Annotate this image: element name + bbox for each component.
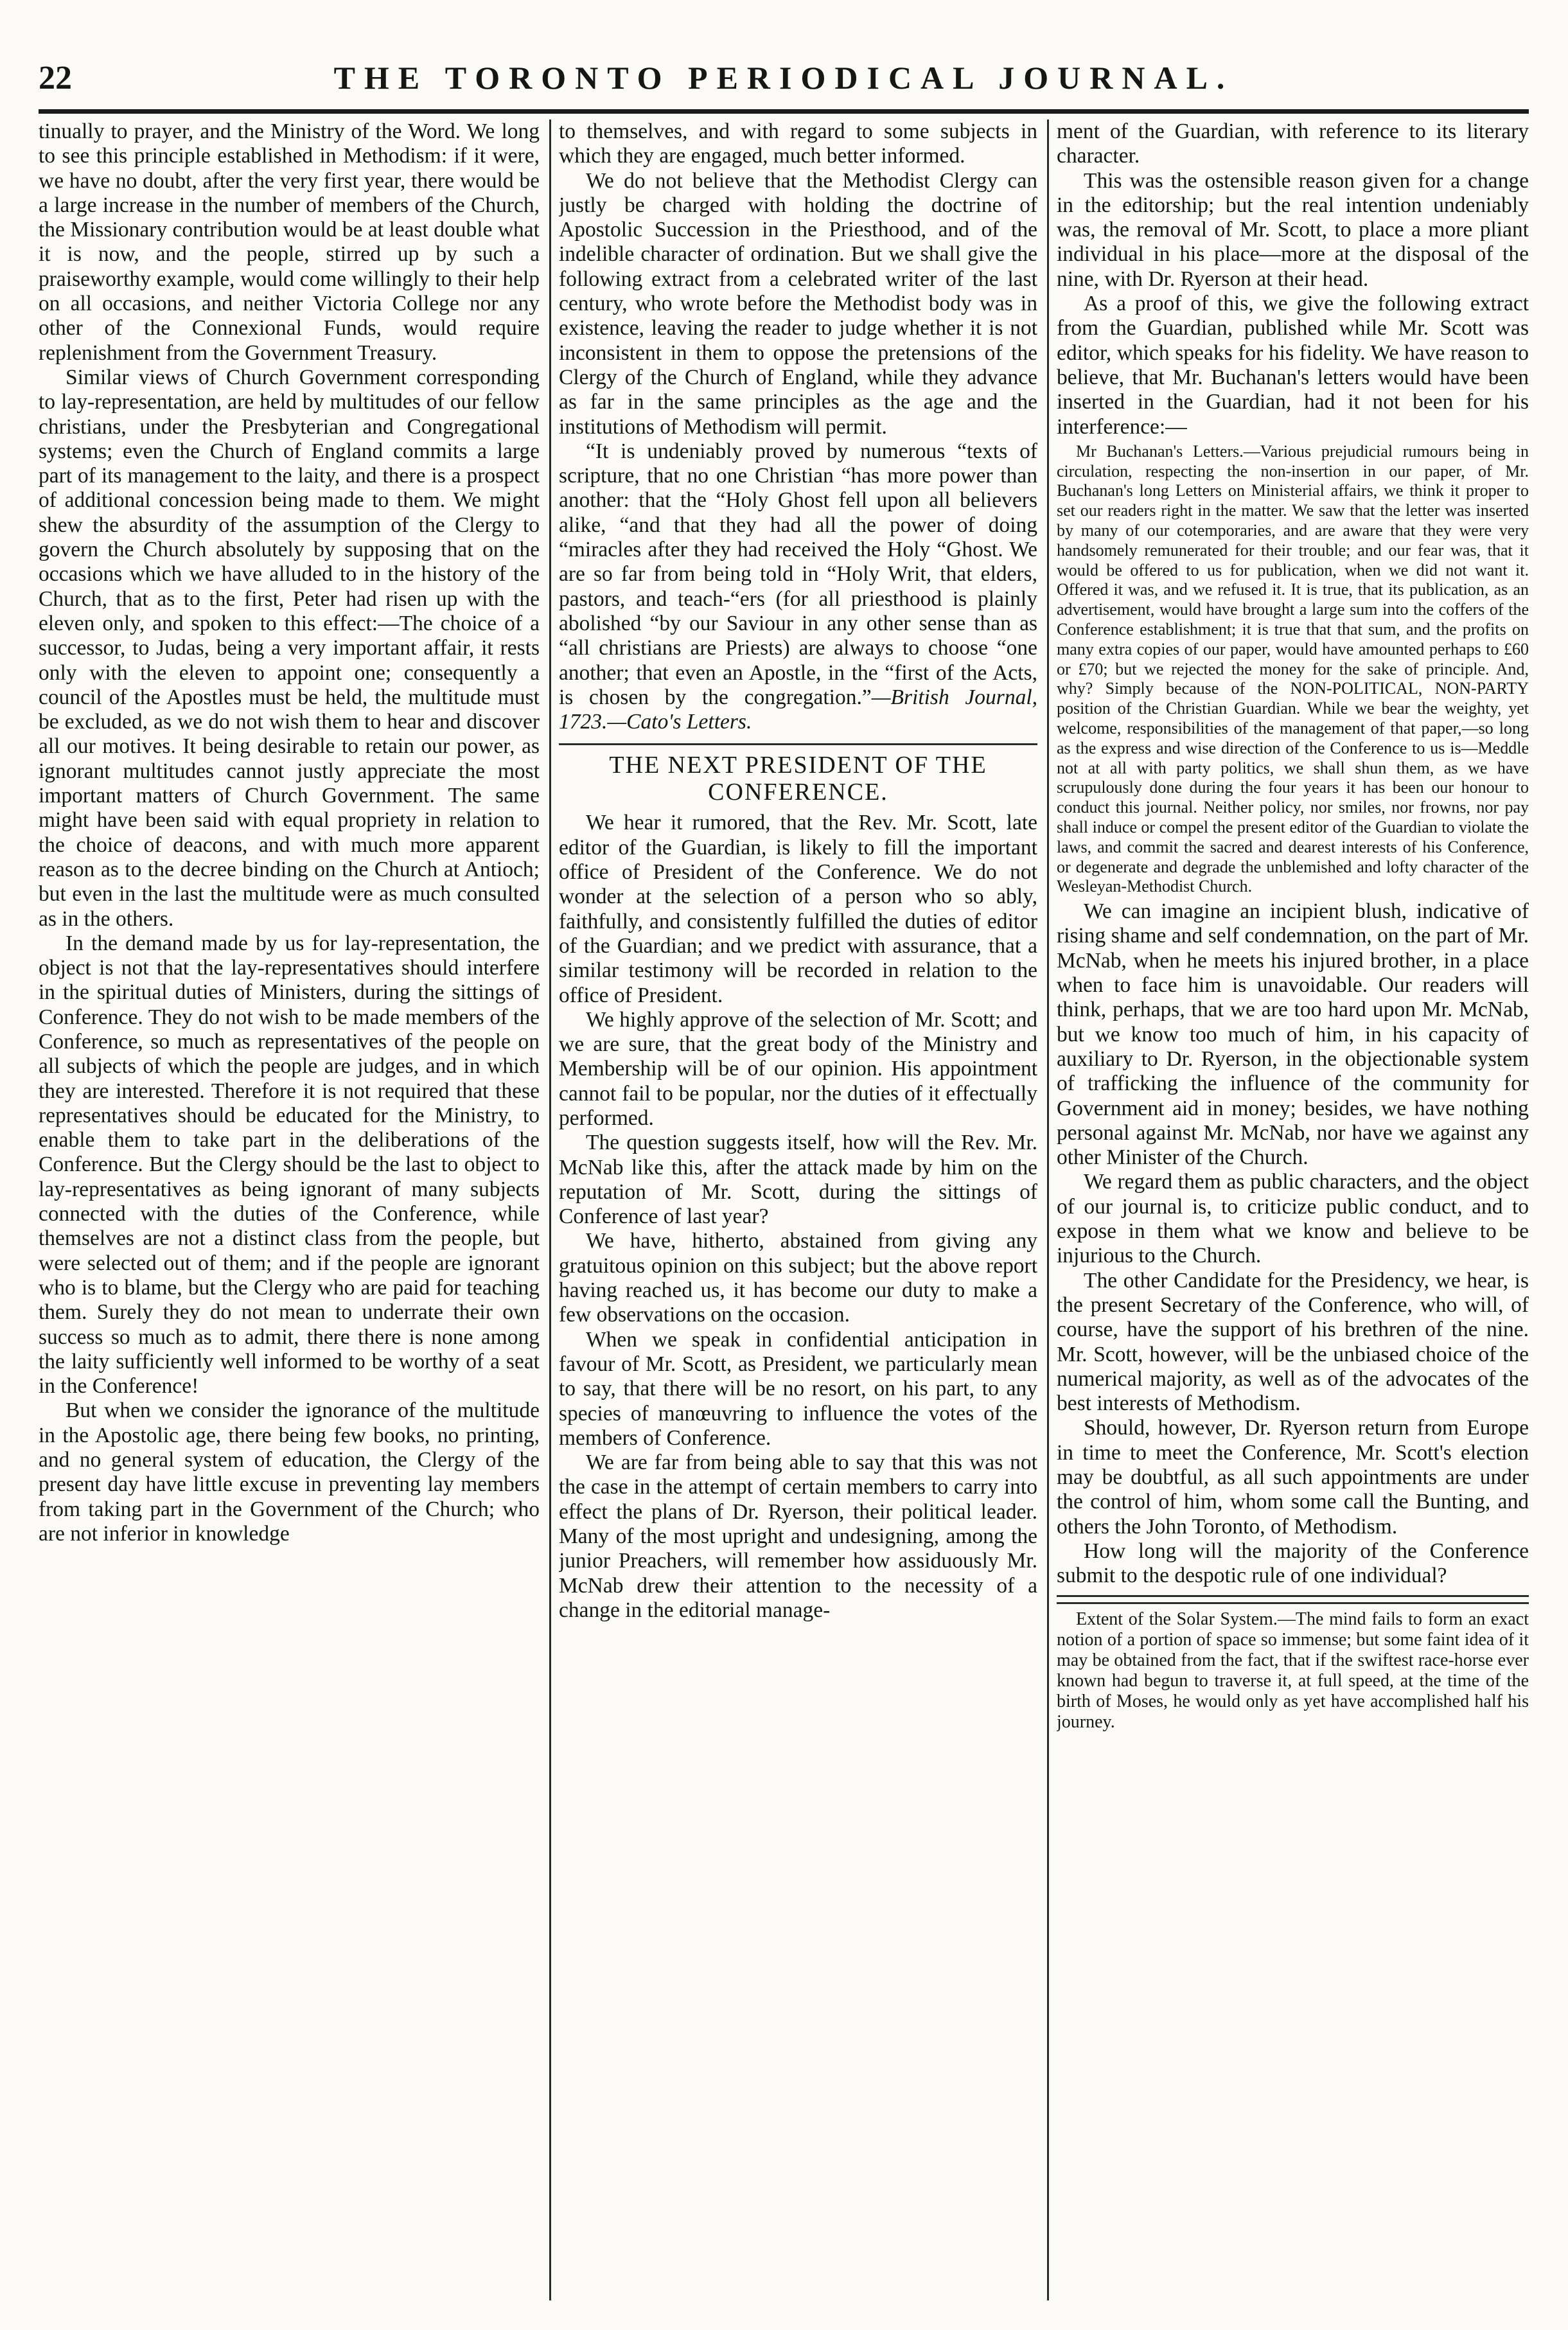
- paragraph: We hear it rumored, that the Rev. Mr. Scott, late editor of the Guardian, is likely to fill the important office of President of the Conference. We do not wonder at the selection of a person who so ably, faithfully, and consistently fulfilled the duties of editor of the Guardian; and we predict with assurance, that a similar testimony will be recorded in relation to the office of President.: [559, 811, 1037, 1007]
- paragraph: In the demand made by us for lay-representation, the object is not that the lay-representatives should interfere in the spiritual duties of Ministers, during the sittings of Conference. They do not wish to be made members of the Conference, so much as representatives of the people on all subjects of which the people are judges, and in which they are interested. Therefore it is not required that these representatives should be educated for the Ministry, to enable them to take part in the deliberations of the Conference. But the Clergy should be the last to object to lay-representatives as being ignorant of many subjects connected with the duties of the Conference, while themselves are not a distinct class from the people, but were selected out of them; and if the people are ignorant who is to blame, but the Clergy who are paid for teaching them. Surely they do not mean to underrate their own success so much as to admit, there there is none among the laity sufficiently well informed to be worthy of a seat in the Conference!: [39, 931, 540, 1399]
- paragraph: tinually to prayer, and the Ministry of the Word. We long to see this principle established in Methodism: if it were, we have no doubt, after the very first year, there would be a large increase in the number of members of the Church, the Missionary contribution would be at least double what it is now, and the people, stirred up by such a praiseworthy example, would come willingly to their help on all occasions, and neither Victoria College nor any other of the Connexional Funds, would require replenishment from the Government Treasury.: [39, 119, 540, 365]
- section-divider: [559, 743, 1037, 745]
- guardian-extract: Mr Buchanan's Letters.—Various prejudicial rumours being in circulation, respecting the non-insertion in our paper, of Mr. Buchanan's long Letters on Ministerial affairs, we think it proper to set our readers right in the matter. We saw that the letter was inserted by many of our cotemporaries, and are aware that they were very handsomely remunerated for their trouble; and our fear was, that it would be offered to us for publication, when we did not want it. Offered it was, and we refused it. It is true, that its publication, as an advertisement, would have brought a large sum into the coffers of the Conference establishment; it is true that that sum, and the profits on many extra copies of our paper, would have amounted perhaps to £60 or £70; but we rejected the money for the sake of principle. And, why? Simply because of the NON-POLITICAL, NON-PARTY position of the Christian Guardian. While we bear the weighty, yet welcome, responsibilities of the management of that paper,—so long as the express and wise direction of the Conference to us is—Meddle not at all with party politics, we shall shun them, as we have scrupulously done during the four years it has been our honour to conduct this journal. Neither policy, nor smiles, nor frowns, nor pay shall induce or compel the present editor of the Guardian to violate the laws, and commit the sacred and dearest interests of his Conference, or degenerate and degrade the unblemished and lofty character of the Wesleyan-Methodist Church.: [1057, 441, 1529, 896]
- quotation: [559, 439, 1037, 735]
- paragraph: Similar views of Church Government corresponding to lay-representation, are held by multitudes of our fellow christians, under the Presbyterian and Congregational systems; even the Church of England commits a large part of its management to the laity, and there is a prospect of additional concession being made to them. We might shew the absurdity of the assumption of the Clergy to govern the Church absolutely by supposing that on the occasions which we have alluded to in the history of the Church, that as to the first, Peter had risen up with the eleven only, and spoken to this effect:—The choice of a successor, to Judas, being a very important affair, it rests only with the eleven to appoint one; consequently a council of the Apostles must be held, the multitude must be excluded, as we do not wish them to hear and discover all our motives. It being desirable to retain our power, as ignorant multitudes cannot justly appreciate the most important matters of Church Government. The same might have been said with equal propriety in relation to the choice of deacons, and with much more apparent reason as to the decree binding on the Church at Antioch; but even in the last the multitude were as much consulted as in the others.: [39, 365, 540, 931]
- paragraph: We regard them as public characters, and the object of our journal is, to criticize public conduct, and to expose in them what we know and believe to be injurious to the Church.: [1057, 1170, 1529, 1268]
- paragraph: We are far from being able to say that this was not the case in the attempt of certain members to carry into effect the plans of Dr. Ryerson, their political leader. Many of the most upright and undesigning, among the junior Preachers, will remember how assiduously Mr. McNab drew their attention to the necessity of a change in the editorial manage-: [559, 1451, 1037, 1622]
- paragraph: When we speak in confidential anticipation in favour of Mr. Scott, as President, we particularly mean to say, that there will be no resort, on his part, to any species of manœuvring to influence the votes of the members of Conference.: [559, 1327, 1037, 1450]
- paragraph: As a proof of this, we give the following extract from the Guardian, published while Mr. Scott was editor, which speaks for his fidelity. We have reason to believe, that Mr. Buchanan's letters would have been inserted in the Guardian, had it not been for his interference:—: [1057, 292, 1529, 439]
- header-rule: [39, 109, 1529, 114]
- quotation-source: —British Journal, 1723.—Cato's Letters.: [559, 685, 1037, 734]
- paragraph: The other Candidate for the Presidency, we hear, is the present Secretary of the Conference, who will, of course, have the support of his brethren of the nine. Mr. Scott, however, will be the unbiased choice of the numerical majority, as well as of the advocates of the best interests of Methodism.: [1057, 1268, 1529, 1416]
- paragraph: How long will the majority of the Conference submit to the despotic rule of one individual?: [1057, 1539, 1529, 1588]
- column-divider: [549, 119, 551, 2300]
- column-2: [559, 119, 1037, 2300]
- paragraph: ment of the Guardian, with reference to its literary character.: [1057, 119, 1529, 168]
- running-title: THE TORONTO PERIODICAL JOURNAL.: [333, 60, 1234, 96]
- paragraph: Should, however, Dr. Ryerson return from Europe in time to meet the Conference, Mr. Scott's election may be doubtful, as all such appointments are under the control of him, whom some call the Bunting, and others the John Toronto, of Methodism.: [1057, 1416, 1529, 1539]
- section-divider: [1057, 1595, 1529, 1604]
- column-divider: [1047, 119, 1049, 2300]
- paragraph: The question suggests itself, how will the Rev. Mr. McNab like this, after the attack made by him on the reputation of Mr. Scott, during the sittings of Conference of last year?: [559, 1131, 1037, 1229]
- article-headline: THE NEXT PRESIDENT OF THE CONFERENCE.: [609, 752, 987, 806]
- page-header: [39, 59, 1529, 104]
- quotation-text: “It is undeniably proved by numerous “texts of scripture, that no one Christian “has more power than another: that the “Holy Ghost fell upon all believers alike, “and that they had all the power of doing “miracles after they had received the Holy “Ghost. We are so far from being told in “Holy Writ, that elders, pastors, and teach-“ers (for all priesthood is plainly abolished “by our Saviour in any other sense than as “all christians are Priests) are always to choose “one another; that even an Apostle, in the “first of the Acts, is chosen by the congregation.”: [559, 439, 1037, 709]
- column-3: [1057, 119, 1529, 2300]
- paragraph: This was the ostensible reason given for a change in the editorship; but the real intention undeniably was, the removal of Mr. Scott, to place a more pliant individual in his place—more at the disposal of the nine, with Dr. Ryerson at their head.: [1057, 168, 1529, 291]
- paragraph: We do not believe that the Methodist Clergy can justly be charged with holding the doctrine of Apostolic Succession in the Priesthood, and of the indelible character of ordination. But we shall give the following extract from a celebrated writer of the last century, who wrote before the Methodist body was in existence, leaving the reader to judge whether it is not inconsistent in them to oppose the pretensions of the Clergy of the Church of England, while they advance as far in the same principles as the age and the institutions of Methodism will permit.: [559, 168, 1037, 439]
- paragraph: We have, hitherto, abstained from giving any gratuitous opinion on this subject; but the above report having reached us, it has become our duty to make a few observations on the occasion.: [559, 1229, 1037, 1327]
- page-number: 22: [39, 60, 72, 96]
- paragraph: We can imagine an incipient blush, indicative of rising shame and self condemnation, on the part of Mr. McNab, when he meets his injured brother, in a place when to face him is unavoidable. Our readers will think, perhaps, that we are too hard upon Mr. McNab, but we know too much of him, in his capacity of auxiliary to Dr. Ryerson, in the objectionable system of trafficking the influence of the community for Government aid in money; besides, we have nothing personal against Mr. McNab, nor have we against any other Minister of the Church.: [1057, 899, 1529, 1170]
- paragraph: to themselves, and with regard to some subjects in which they are engaged, much better informed.: [559, 119, 1037, 168]
- column-1: [39, 119, 540, 2300]
- solar-system-note: Extent of the Solar System.—The mind fails to form an exact notion of a portion of space so immense; but some faint idea of it may be obtained from the fact, that if the swiftest race-horse ever known had begun to traverse it, at full speed, at the time of the birth of Moses, he would only as yet have accomplished half his journey.: [1057, 1609, 1529, 1732]
- paragraph: We highly approve of the selection of Mr. Scott; and we are sure, that the great body of the Ministry and Membership will be of our opinion. His appointment cannot fail to be popular, nor the duties of it effectually performed.: [559, 1007, 1037, 1130]
- paragraph: But when we consider the ignorance of the multitude in the Apostolic age, there being few books, no printing, and no general system of education, the Clergy of the present day have little excuse in preventing lay members from taking part in the Government of the Church; who are not inferior in knowledge: [39, 1399, 540, 1546]
